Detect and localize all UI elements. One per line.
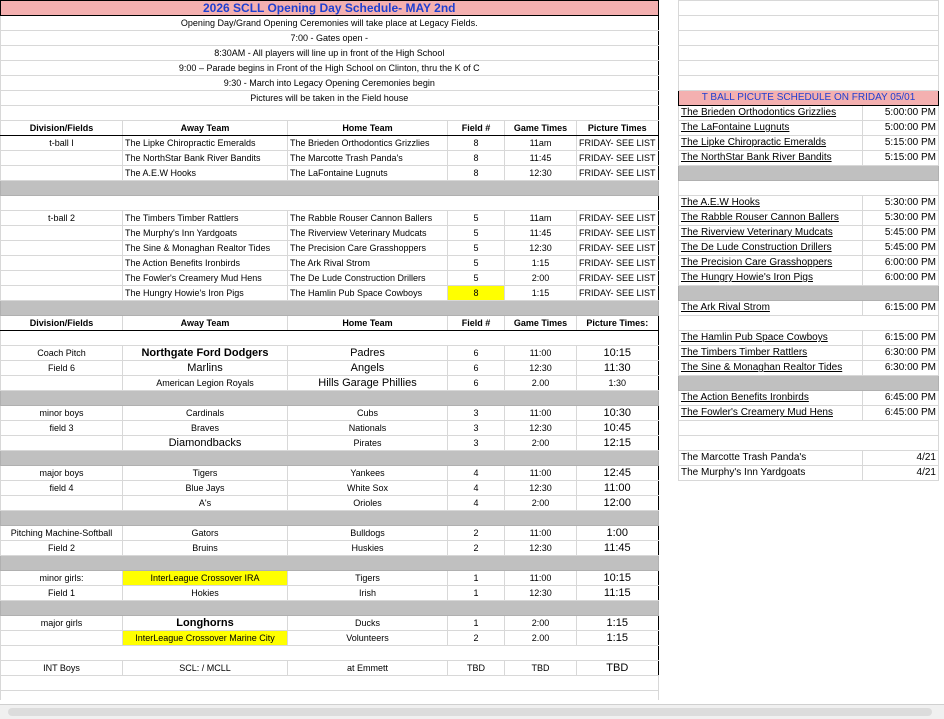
table-row	[1, 481, 659, 496]
list-item	[679, 301, 939, 316]
table-row	[1, 421, 659, 436]
cell[interactable]: FRIDAY- SEE LIST	[577, 271, 659, 286]
cell[interactable]: 3	[448, 436, 505, 451]
team-cell[interactable]: The LaFontaine Lugnuts	[679, 121, 863, 136]
time-cell[interactable]: 6:15:00 PM	[863, 301, 939, 316]
cell[interactable]: 11:00	[505, 526, 577, 541]
team-cell[interactable]: The Action Benefits Ironbirds	[679, 391, 863, 406]
cell[interactable]: 12:30	[505, 586, 577, 601]
team-cell[interactable]: The Precision Care Grasshoppers	[679, 256, 863, 271]
cell[interactable]: Tigers	[288, 571, 448, 586]
empty-cell[interactable]	[1, 676, 659, 691]
team-cell[interactable]: The Murphy's Inn Yardgoats	[679, 466, 863, 481]
cell[interactable]: 1:15	[505, 286, 577, 301]
cell[interactable]: 11:00	[505, 346, 577, 361]
table-row	[1, 256, 659, 271]
cell[interactable]: The Action Benefits Ironbirds	[123, 256, 288, 271]
empty-cell[interactable]	[679, 316, 939, 331]
cell[interactable]: 2	[448, 541, 505, 556]
table-row	[1, 151, 659, 166]
cell[interactable]	[1, 286, 123, 301]
header-cell[interactable]: Field #	[448, 316, 505, 331]
list-item	[679, 151, 939, 166]
cell[interactable]: Field 6	[1, 361, 123, 376]
cell[interactable]: 3	[448, 421, 505, 436]
team-cell[interactable]: The Sine & Monaghan Realtor Tides	[679, 361, 863, 376]
cell[interactable]: Marlins	[123, 361, 288, 376]
cell[interactable]: 8	[448, 166, 505, 181]
cell[interactable]: INT Boys	[1, 661, 123, 676]
list-item	[679, 256, 939, 271]
cell[interactable]: 11:45	[505, 151, 577, 166]
empty-cell[interactable]	[679, 1, 939, 16]
note-cell[interactable]: Opening Day/Grand Opening Ceremonies will take place at Legacy Fields.	[1, 16, 659, 31]
time-cell[interactable]: 6:45:00 PM	[863, 406, 939, 421]
cell[interactable]: 12:30	[505, 541, 577, 556]
empty-cell[interactable]	[1, 106, 659, 121]
time-cell[interactable]: 5:30:00 PM	[863, 211, 939, 226]
separator-cell	[679, 166, 939, 181]
cell[interactable]: field 3	[1, 421, 123, 436]
cell[interactable]	[1, 436, 123, 451]
cell[interactable]: 12:15	[577, 436, 659, 451]
title-row	[1, 1, 659, 16]
picture-schedule-title[interactable]: T BALL PICUTE SCHEDULE ON FRIDAY 05/01	[679, 91, 939, 106]
date-cell[interactable]: 4/21	[863, 451, 939, 466]
cell[interactable]: Blue Jays	[123, 481, 288, 496]
cell[interactable]: Coach Pitch	[1, 346, 123, 361]
header-cell[interactable]: Field #	[448, 121, 505, 136]
note-cell[interactable]: Pictures will be taken in the Field house	[1, 91, 659, 106]
cell[interactable]: FRIDAY- SEE LIST	[577, 286, 659, 301]
cell[interactable]: 2	[448, 631, 505, 646]
team-cell[interactable]: The Ark Rival Strom	[679, 301, 863, 316]
team-cell[interactable]: The Brieden Orthodontics Grizzlies	[679, 106, 863, 121]
list-item	[679, 391, 939, 406]
cell[interactable]: 8	[448, 136, 505, 151]
header-cell[interactable]: Home Team	[288, 316, 448, 331]
empty-cell[interactable]	[679, 31, 939, 46]
cell[interactable]: Orioles	[288, 496, 448, 511]
schedule-title[interactable]: 2026 SCLL Opening Day Schedule- MAY 2nd	[1, 1, 659, 16]
cell[interactable]: 11:00	[505, 571, 577, 586]
cell[interactable]: Pitching Machine-Softball	[1, 526, 123, 541]
highlighted-cell[interactable]: InterLeague Crossover Marine City	[123, 631, 288, 646]
separator-row	[1, 181, 659, 196]
cell[interactable]: 6	[448, 376, 505, 391]
time-cell[interactable]: 6:30:00 PM	[863, 361, 939, 376]
header-cell[interactable]: Game Times	[505, 121, 577, 136]
cell[interactable]: The Riverview Veterinary Mudcats	[288, 226, 448, 241]
team-cell[interactable]: The De Lude Construction Drillers	[679, 241, 863, 256]
table-row	[1, 406, 659, 421]
list-item	[679, 346, 939, 361]
table-row	[1, 346, 659, 361]
table-row	[1, 466, 659, 481]
cell[interactable]: 2.00	[505, 376, 577, 391]
empty-cell[interactable]	[1, 196, 659, 211]
header-cell[interactable]: Picture Times	[577, 121, 659, 136]
separator-row	[1, 511, 659, 526]
time-cell[interactable]: 6:00:00 PM	[863, 256, 939, 271]
cell[interactable]: The A.E.W Hooks	[123, 166, 288, 181]
separator-cell	[679, 376, 939, 391]
cell[interactable]: 1:15	[577, 616, 659, 631]
cell[interactable]: FRIDAY- SEE LIST	[577, 211, 659, 226]
cell[interactable]: at Emmett	[288, 661, 448, 676]
header-cell[interactable]: Division/Fields	[1, 316, 123, 331]
cell[interactable]: 5	[448, 241, 505, 256]
cell[interactable]: 10:15	[577, 346, 659, 361]
cell[interactable]: Padres	[288, 346, 448, 361]
separator-row	[1, 601, 659, 616]
cell[interactable]: 2:00	[505, 496, 577, 511]
cell[interactable]: 11:00	[505, 466, 577, 481]
list-item	[679, 241, 939, 256]
list-item	[679, 106, 939, 121]
team-cell[interactable]: The Lipke Chiropractic Emeralds	[679, 136, 863, 151]
cell[interactable]: 10:15	[577, 571, 659, 586]
empty-cell[interactable]	[679, 46, 939, 61]
cell[interactable]: The Precision Care Grasshoppers	[288, 241, 448, 256]
tball-picture-schedule	[678, 0, 939, 481]
cell[interactable]	[1, 166, 123, 181]
cell[interactable]: The Hamlin Pub Space Cowboys	[288, 286, 448, 301]
cell[interactable]	[1, 271, 123, 286]
header-cell[interactable]: Home Team	[288, 121, 448, 136]
cell[interactable]: FRIDAY- SEE LIST	[577, 136, 659, 151]
cell[interactable]	[1, 226, 123, 241]
cell[interactable]: 5	[448, 226, 505, 241]
table-row	[1, 571, 659, 586]
cell[interactable]	[1, 256, 123, 271]
cell[interactable]: 2	[448, 526, 505, 541]
cell[interactable]: 1:00	[577, 526, 659, 541]
header-row	[1, 121, 659, 136]
table-row	[1, 631, 659, 646]
separator-row	[1, 556, 659, 571]
cell[interactable]: FRIDAY- SEE LIST	[577, 256, 659, 271]
horizontal-scrollbar[interactable]	[0, 704, 944, 719]
cell[interactable]: Longhorns	[123, 616, 288, 631]
list-item	[679, 451, 939, 466]
header-cell[interactable]: Away Team	[123, 316, 288, 331]
cell[interactable]: minor girls:	[1, 571, 123, 586]
table-row	[1, 211, 659, 226]
cell[interactable]: The Marcotte Trash Panda's	[288, 151, 448, 166]
time-cell[interactable]: 6:45:00 PM	[863, 391, 939, 406]
list-item	[679, 331, 939, 346]
table-row	[1, 241, 659, 256]
cell[interactable]: The Murphy's Inn Yardgoats	[123, 226, 288, 241]
empty-cell[interactable]	[1, 331, 659, 346]
table-row	[1, 286, 659, 301]
table-row	[1, 226, 659, 241]
list-item	[679, 406, 939, 421]
team-cell[interactable]: The Fowler's Creamery Mud Hens	[679, 406, 863, 421]
cell[interactable]: 11:00	[505, 406, 577, 421]
cell[interactable]: The Sine & Monaghan Realtor Tides	[123, 241, 288, 256]
cell[interactable]: 2.00	[505, 631, 577, 646]
cell[interactable]: 3	[448, 406, 505, 421]
cell[interactable]: 12:30	[505, 361, 577, 376]
cell[interactable]: The Hungry Howie's Iron Pigs	[123, 286, 288, 301]
cell[interactable]: Pirates	[288, 436, 448, 451]
cell[interactable]	[1, 151, 123, 166]
cell[interactable]: t-ball 2	[1, 211, 123, 226]
time-cell[interactable]: 6:15:00 PM	[863, 331, 939, 346]
list-item	[679, 136, 939, 151]
cell[interactable]: 2:00	[505, 436, 577, 451]
cell[interactable]: Diamondbacks	[123, 436, 288, 451]
cell[interactable]: 12:45	[577, 466, 659, 481]
cell[interactable]: FRIDAY- SEE LIST	[577, 166, 659, 181]
scrollbar-thumb[interactable]	[8, 708, 932, 716]
cell[interactable]: Yankees	[288, 466, 448, 481]
cell[interactable]: Hills Garage Phillies	[288, 376, 448, 391]
note-cell[interactable]: 7:00 - Gates open -	[1, 31, 659, 46]
cell[interactable]: Irish	[288, 586, 448, 601]
cell[interactable]: Gators	[123, 526, 288, 541]
time-cell[interactable]: 5:00:00 PM	[863, 106, 939, 121]
cell[interactable]: minor boys	[1, 406, 123, 421]
team-cell[interactable]: The NorthStar Bank River Bandits	[679, 151, 863, 166]
header-cell[interactable]: Away Team	[123, 121, 288, 136]
cell[interactable]: 12:00	[577, 496, 659, 511]
table-row	[1, 271, 659, 286]
table-row	[1, 526, 659, 541]
time-cell[interactable]: 5:15:00 PM	[863, 151, 939, 166]
cell[interactable]: Cardinals	[123, 406, 288, 421]
list-item	[679, 361, 939, 376]
cell[interactable]: major girls	[1, 616, 123, 631]
cell[interactable]: White Sox	[288, 481, 448, 496]
cell[interactable]: FRIDAY- SEE LIST	[577, 151, 659, 166]
cell[interactable]: 1	[448, 616, 505, 631]
cell[interactable]: TBD	[505, 661, 577, 676]
empty-cell[interactable]	[679, 421, 939, 436]
cell[interactable]	[1, 631, 123, 646]
empty-cell[interactable]	[1, 691, 659, 701]
cell[interactable]: Braves	[123, 421, 288, 436]
cell[interactable]: 11:15	[577, 586, 659, 601]
time-cell[interactable]: 6:00:00 PM	[863, 271, 939, 286]
empty-cell[interactable]	[679, 76, 939, 91]
table-row	[1, 361, 659, 376]
cell[interactable]: Hokies	[123, 586, 288, 601]
cell[interactable]: The LaFontaine Lugnuts	[288, 166, 448, 181]
cell[interactable]: field 4	[1, 481, 123, 496]
cell[interactable]: The Lipke Chiropractic Emeralds	[123, 136, 288, 151]
separator-row	[1, 301, 659, 316]
cell[interactable]: 6	[448, 361, 505, 376]
cell[interactable]: A's	[123, 496, 288, 511]
cell[interactable]: 11:30	[577, 361, 659, 376]
cell[interactable]: 2:00	[505, 616, 577, 631]
time-cell[interactable]: 5:15:00 PM	[863, 136, 939, 151]
time-cell[interactable]: 5:45:00 PM	[863, 226, 939, 241]
table-row	[1, 496, 659, 511]
cell[interactable]: Cubs	[288, 406, 448, 421]
empty-cell[interactable]	[679, 181, 939, 196]
cell[interactable]: SCL: / MCLL	[123, 661, 288, 676]
table-row	[1, 436, 659, 451]
cell[interactable]: 2:00	[505, 271, 577, 286]
table-row	[1, 541, 659, 556]
cell[interactable]: Ducks	[288, 616, 448, 631]
empty-cell[interactable]	[1, 646, 659, 661]
cell[interactable]: FRIDAY- SEE LIST	[577, 226, 659, 241]
cell[interactable]: 12:30	[505, 421, 577, 436]
table-row	[1, 661, 659, 676]
cell[interactable]: Northgate Ford Dodgers	[123, 346, 288, 361]
cell[interactable]: 12:30	[505, 166, 577, 181]
note-cell[interactable]: 9:30 - March into Legacy Opening Ceremonies begin	[1, 76, 659, 91]
cell[interactable]: 4	[448, 481, 505, 496]
cell[interactable]: TBD	[448, 661, 505, 676]
empty-cell[interactable]	[679, 16, 939, 31]
cell[interactable]: 11:45	[505, 226, 577, 241]
cell[interactable]: 1	[448, 571, 505, 586]
team-cell[interactable]: The Hungry Howie's Iron Pigs	[679, 271, 863, 286]
header-cell[interactable]: Game Times	[505, 316, 577, 331]
team-cell[interactable]: The A.E.W Hooks	[679, 196, 863, 211]
cell[interactable]: 12:30	[505, 481, 577, 496]
cell[interactable]: 10:30	[577, 406, 659, 421]
cell[interactable]: TBD	[577, 661, 659, 676]
team-cell[interactable]: The Riverview Veterinary Mudcats	[679, 226, 863, 241]
cell[interactable]: The De Lude Construction Drillers	[288, 271, 448, 286]
header-cell[interactable]: Picture Times:	[577, 316, 659, 331]
cell[interactable]: 6	[448, 346, 505, 361]
list-item	[679, 271, 939, 286]
separator-cell	[679, 286, 939, 301]
highlighted-cell[interactable]: 8	[448, 286, 505, 301]
table-row	[1, 136, 659, 151]
cell[interactable]: Field 2	[1, 541, 123, 556]
team-cell[interactable]: The Rabble Rouser Cannon Ballers	[679, 211, 863, 226]
note-cell[interactable]: 9:00 – Parade begins in Front of the High School on Clinton, thru the K of C	[1, 61, 659, 76]
cell[interactable]: Volunteers	[288, 631, 448, 646]
team-cell[interactable]: The Hamlin Pub Space Cowboys	[679, 331, 863, 346]
team-cell[interactable]: The Marcotte Trash Panda's	[679, 451, 863, 466]
cell[interactable]: 11am	[505, 211, 577, 226]
cell[interactable]: Bulldogs	[288, 526, 448, 541]
list-item	[679, 226, 939, 241]
list-item	[679, 121, 939, 136]
table-row	[1, 586, 659, 601]
cell[interactable]: The Rabble Rouser Cannon Ballers	[288, 211, 448, 226]
header-row	[1, 316, 659, 331]
cell[interactable]: 11:45	[577, 541, 659, 556]
time-cell[interactable]: 5:45:00 PM	[863, 241, 939, 256]
header-cell[interactable]: Division/Fields	[1, 121, 123, 136]
separator-row	[1, 391, 659, 406]
time-cell[interactable]: 5:30:00 PM	[863, 196, 939, 211]
cell[interactable]: Angels	[288, 361, 448, 376]
cell[interactable]: major boys	[1, 466, 123, 481]
cell[interactable]: 1	[448, 586, 505, 601]
note-cell[interactable]: 8:30AM - All players will line up in front of the High School	[1, 46, 659, 61]
cell[interactable]: 5	[448, 211, 505, 226]
table-row	[1, 376, 659, 391]
cell[interactable]: The NorthStar Bank River Bandits	[123, 151, 288, 166]
cell[interactable]: The Brieden Orthodontics Grizzlies	[288, 136, 448, 151]
cell[interactable]: The Ark Rival Strom	[288, 256, 448, 271]
cell[interactable]	[1, 376, 123, 391]
cell[interactable]	[1, 496, 123, 511]
cell[interactable]: The Timbers Timber Rattlers	[123, 211, 288, 226]
cell[interactable]: Huskies	[288, 541, 448, 556]
cell[interactable]	[1, 241, 123, 256]
time-cell[interactable]: 5:00:00 PM	[863, 121, 939, 136]
list-item	[679, 466, 939, 481]
cell[interactable]: 8	[448, 151, 505, 166]
cell[interactable]: 10:45	[577, 421, 659, 436]
cell[interactable]: American Legion Royals	[123, 376, 288, 391]
time-cell[interactable]: 6:30:00 PM	[863, 346, 939, 361]
list-item	[679, 211, 939, 226]
cell[interactable]: 11am	[505, 136, 577, 151]
cell[interactable]: Field 1	[1, 586, 123, 601]
highlighted-cell[interactable]: InterLeague Crossover IRA	[123, 571, 288, 586]
cell[interactable]: The Fowler's Creamery Mud Hens	[123, 271, 288, 286]
cell[interactable]: 4	[448, 496, 505, 511]
cell[interactable]: 1:15	[505, 256, 577, 271]
table-row	[1, 166, 659, 181]
cell[interactable]: Bruins	[123, 541, 288, 556]
team-cell[interactable]: The Timbers Timber Rattlers	[679, 346, 863, 361]
date-cell[interactable]: 4/21	[863, 466, 939, 481]
cell[interactable]: 12:30	[505, 241, 577, 256]
cell[interactable]: 5	[448, 256, 505, 271]
cell[interactable]: 1:30	[577, 376, 659, 391]
cell[interactable]: 4	[448, 466, 505, 481]
empty-cell[interactable]	[679, 61, 939, 76]
cell[interactable]: Tigers	[123, 466, 288, 481]
cell[interactable]: Nationals	[288, 421, 448, 436]
empty-cell[interactable]	[679, 436, 939, 451]
separator-row	[1, 451, 659, 466]
list-item	[679, 196, 939, 211]
table-row	[1, 616, 659, 631]
cell[interactable]: FRIDAY- SEE LIST	[577, 241, 659, 256]
cell[interactable]: 1:15	[577, 631, 659, 646]
cell[interactable]: 11:00	[577, 481, 659, 496]
cell[interactable]: 5	[448, 271, 505, 286]
cell[interactable]: t-ball I	[1, 136, 123, 151]
